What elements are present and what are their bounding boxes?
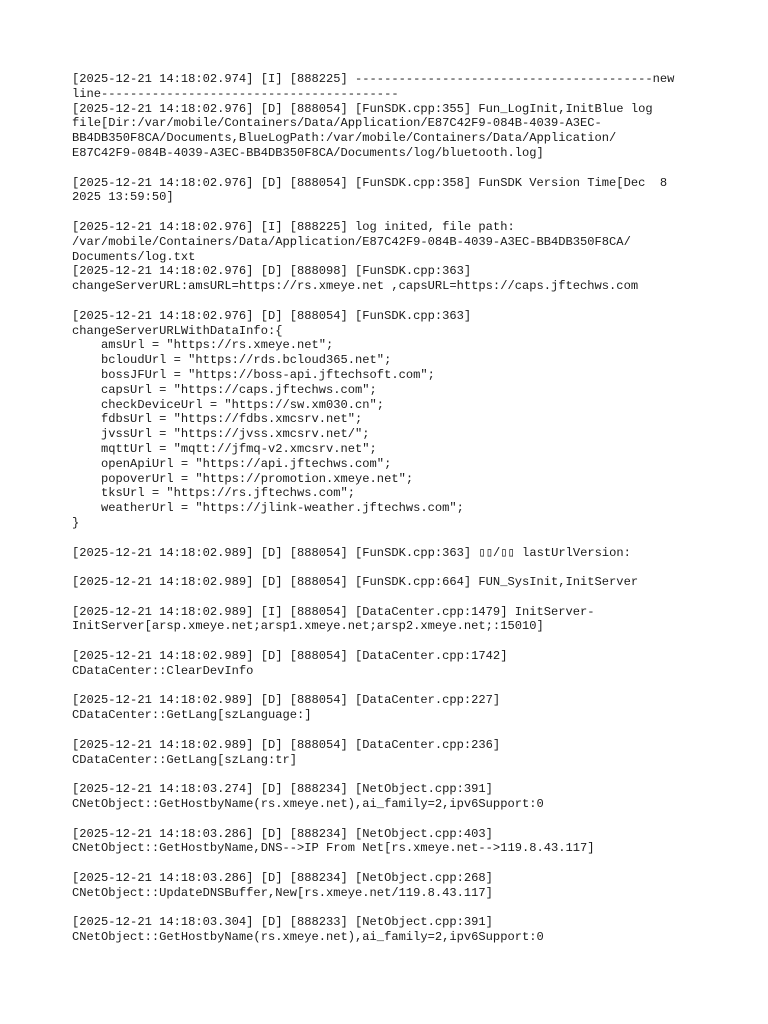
log-line: [2025-12-21 14:18:02.989] [D] [888054] [FunSDK.cpp:664] FUN_SysInit,InitServer <box>72 575 639 590</box>
log-entry <box>72 309 702 531</box>
log-line: popoverUrl = "https://promotion.xmeye.net"; <box>72 471 414 486</box>
log-line: jvssUrl = "https://jvss.xmcsrv.net/"; <box>72 427 370 442</box>
log-line: mqttUrl = "mqtt://jfmq-v2.xmcsrv.net"; <box>72 441 377 456</box>
log-line: 2025 13:59:50] <box>72 190 174 205</box>
log-line: openApiUrl = "https://api.jftechws.com"; <box>72 456 392 471</box>
log-line: E87C42F9-084B-4039-A3EC-BB4DB350F8CA/Documents/log/bluetooth.log] <box>72 145 544 160</box>
log-line: CNetObject::GetHostbyName(rs.xmeye.net),ai_family=2,ipv6Support:0 <box>72 797 544 812</box>
log-entry <box>72 782 702 812</box>
log-line: [2025-12-21 14:18:03.286] [D] [888234] [NetObject.cpp:268] <box>72 871 493 886</box>
log-line: capsUrl = "https://caps.jftechws.com"; <box>72 382 377 397</box>
log-line: /var/mobile/Containers/Data/Application/E87C42F9-084B-4039-A3EC-BB4DB350F8CA/ <box>72 234 631 249</box>
log-line: CDataCenter::GetLang[szLang:tr] <box>72 752 297 767</box>
log-entry <box>72 176 702 206</box>
log-line: Documents/log.txt <box>72 249 196 264</box>
log-line: [2025-12-21 14:18:02.989] [D] [888054] [DataCenter.cpp:236] <box>72 737 501 752</box>
log-entry <box>72 649 702 679</box>
log-line: fdbsUrl = "https://fdbs.xmcsrv.net"; <box>72 412 363 427</box>
log-line: bcloudUrl = "https://rds.bcloud365.net"; <box>72 353 392 368</box>
log-line: file[Dir:/var/mobile/Containers/Data/Application/E87C42F9-084B-4039-A3EC- <box>72 116 602 131</box>
log-entry <box>72 72 702 102</box>
log-line: CNetObject::UpdateDNSBuffer,New[rs.xmeye.net/119.8.43.117] <box>72 885 493 900</box>
log-line: [2025-12-21 14:18:02.989] [I] [888054] [DataCenter.cpp:1479] InitServer- <box>72 604 595 619</box>
log-line: InitServer[arsp.xmeye.net;arsp1.xmeye.net;arsp2.xmeye.net;:15010] <box>72 619 544 634</box>
log-line: [2025-12-21 14:18:02.976] [D] [888054] [FunSDK.cpp:358] FunSDK Version Time[Dec 8 <box>72 175 668 190</box>
log-line: [2025-12-21 14:18:03.304] [D] [888233] [NetObject.cpp:391] <box>72 915 493 930</box>
log-line: weatherUrl = "https://jlink-weather.jftechws.com"; <box>72 501 464 516</box>
log-line: CNetObject::GetHostbyName,DNS-->IP From Net[rs.xmeye.net-->119.8.43.117] <box>72 841 595 856</box>
log-entry <box>72 546 702 561</box>
log-entry <box>72 605 702 635</box>
log-line: changeServerURLWithDataInfo:{ <box>72 323 283 338</box>
log-line: line----------------------------------------- <box>72 86 399 101</box>
log-line: [2025-12-21 14:18:02.989] [D] [888054] [FunSDK.cpp:363] ▯▯/▯▯ lastUrlVersion: <box>72 545 631 560</box>
log-entry <box>72 575 702 590</box>
log-entry <box>72 220 702 264</box>
log-document <box>72 72 702 960</box>
log-line: BB4DB350F8CA/Documents,BlueLogPath:/var/mobile/Containers/Data/Application/ <box>72 131 617 146</box>
log-line: [2025-12-21 14:18:02.989] [D] [888054] [DataCenter.cpp:1742] <box>72 649 508 664</box>
log-line: checkDeviceUrl = "https://sw.xm030.cn"; <box>72 397 385 412</box>
log-line: amsUrl = "https://rs.xmeye.net"; <box>72 338 334 353</box>
log-entry <box>72 871 702 901</box>
log-line: tksUrl = "https://rs.jftechws.com"; <box>72 486 356 501</box>
log-line: [2025-12-21 14:18:03.274] [D] [888234] [NetObject.cpp:391] <box>72 782 493 797</box>
log-line: [2025-12-21 14:18:02.976] [D] [888054] [FunSDK.cpp:363] <box>72 308 472 323</box>
log-line: [2025-12-21 14:18:02.976] [D] [888098] [FunSDK.cpp:363] <box>72 264 472 279</box>
log-line: CDataCenter::GetLang[szLanguage:] <box>72 708 312 723</box>
log-entry <box>72 915 702 945</box>
log-line: [2025-12-21 14:18:02.989] [D] [888054] [DataCenter.cpp:227] <box>72 693 501 708</box>
log-line: [2025-12-21 14:18:03.286] [D] [888234] [NetObject.cpp:403] <box>72 826 493 841</box>
log-line: CNetObject::GetHostbyName(rs.xmeye.net),ai_family=2,ipv6Support:0 <box>72 930 544 945</box>
log-line: [2025-12-21 14:18:02.974] [I] [888225] -----------------------------------------new <box>72 72 675 86</box>
log-line: [2025-12-21 14:18:02.976] [I] [888225] log inited, file path: <box>72 219 515 234</box>
log-entry <box>72 738 702 768</box>
log-entry <box>72 264 702 294</box>
log-line: } <box>72 515 80 530</box>
log-line: CDataCenter::ClearDevInfo <box>72 663 254 678</box>
log-entry <box>72 102 702 161</box>
log-line: changeServerURL:amsURL=https://rs.xmeye.net ,capsURL=https://caps.jftechws.com <box>72 279 639 294</box>
log-entry <box>72 827 702 857</box>
log-entry <box>72 693 702 723</box>
log-line: [2025-12-21 14:18:02.976] [D] [888054] [FunSDK.cpp:355] Fun_LogInit,InitBlue log <box>72 101 653 116</box>
log-line: bossJFUrl = "https://boss-api.jftechsoft.com"; <box>72 367 435 382</box>
